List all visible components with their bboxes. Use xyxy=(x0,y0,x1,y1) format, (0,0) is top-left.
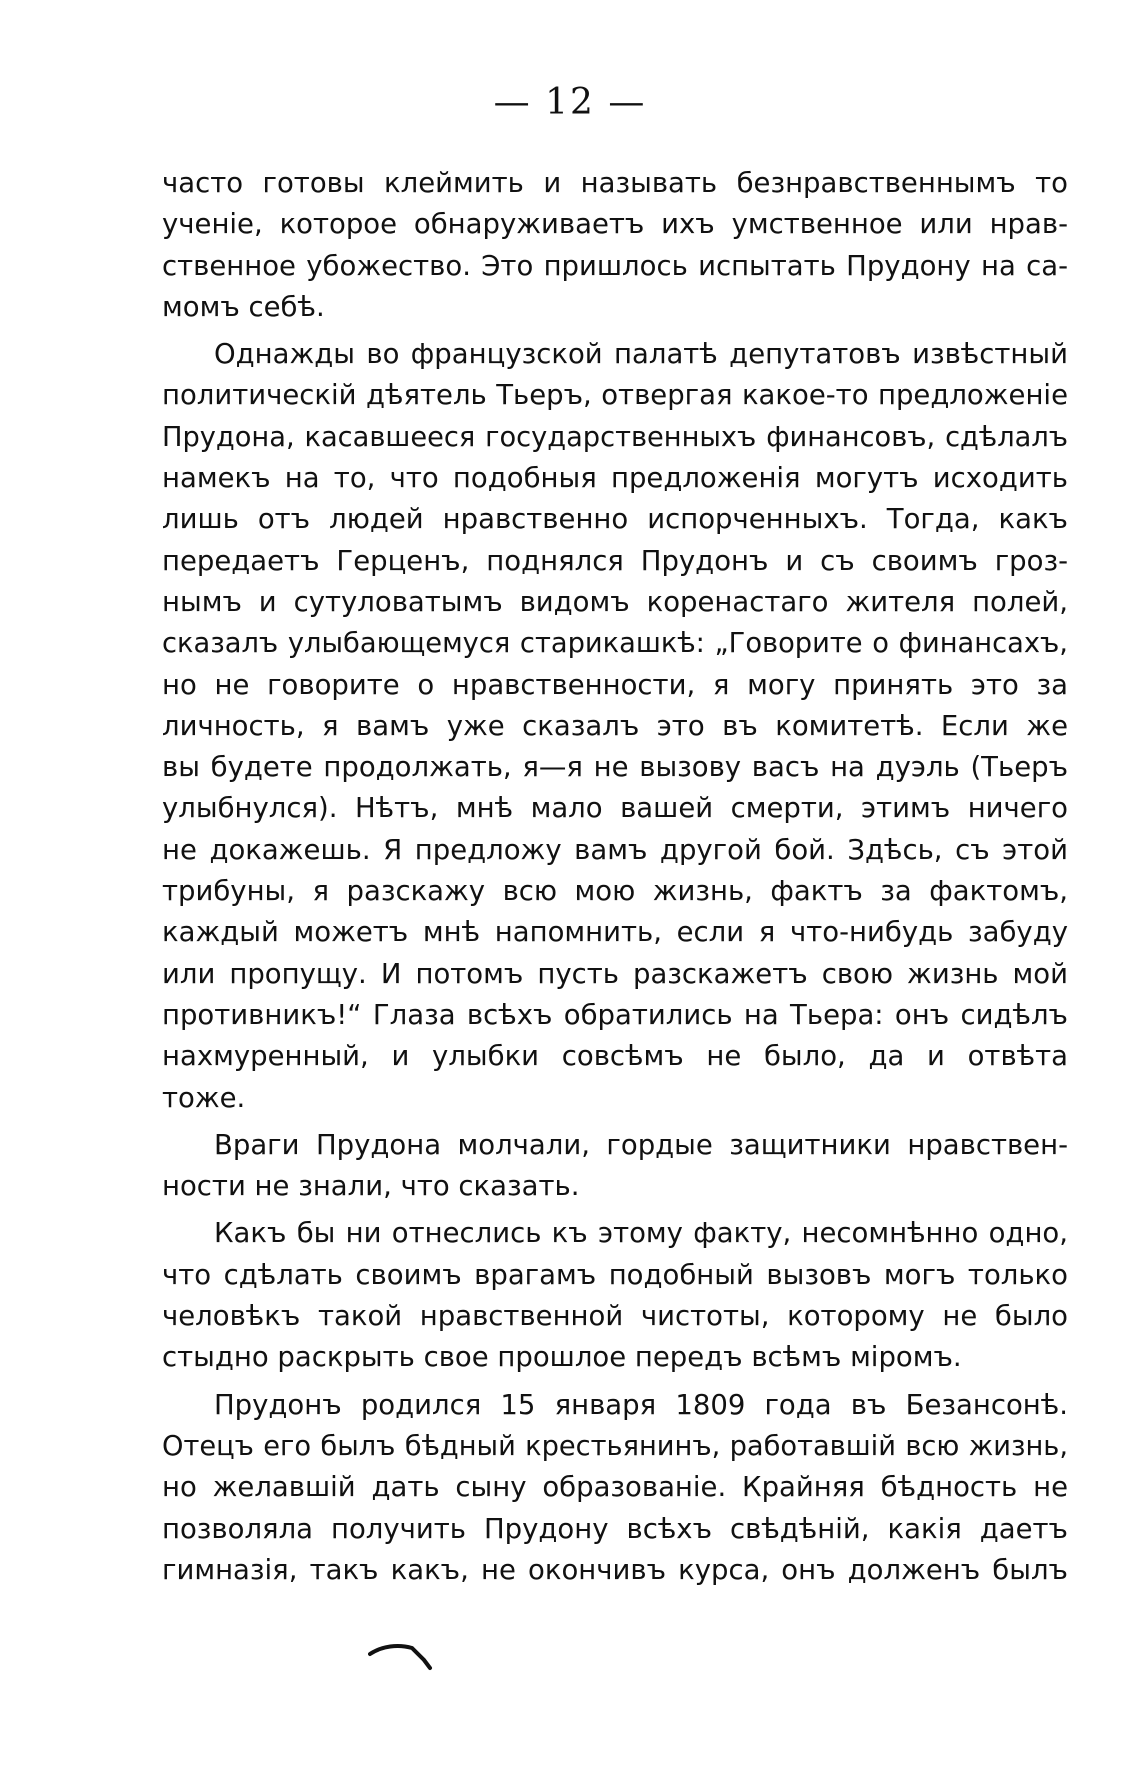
paragraph-1 xyxy=(162,163,1068,328)
text-line: Прудонъ родился 15 января 1809 года въ Безансонѣ. xyxy=(214,1388,1068,1421)
text-line: личность, я вамъ уже сказалъ это въ комитетѣ. Если же xyxy=(162,709,1068,742)
text-line: намекъ на то, что подобныя предложенія могутъ исходить xyxy=(162,462,1068,495)
text-line: или пропущу. И потомъ пусть разскажетъ свою жизнь мой xyxy=(162,957,1068,990)
text-line: нымъ и сутуловатымъ видомъ коренастаго жителя полей, xyxy=(162,585,1068,618)
text-line: вы будете продолжать, я—я не вызову васъ на дуэль (Тьеръ xyxy=(162,751,1068,784)
text-line: позволяла получить Прудону всѣхъ свѣдѣній, какія даетъ xyxy=(162,1512,1068,1545)
text-line: политическій дѣятель Тьеръ, отвергая какое-то предложеніе xyxy=(162,379,1068,412)
printer-mark-icon xyxy=(368,1636,434,1672)
text-line: ности не знали, что сказать. xyxy=(162,1170,580,1203)
text-line: но желавшій дать сыну образованіе. Крайняя бѣдность не xyxy=(162,1471,1068,1504)
text-line: лишь отъ людей нравственно испорченныхъ. Тогда, какъ xyxy=(162,503,1068,536)
text-line: тоже. xyxy=(162,1081,246,1114)
paragraph-4 xyxy=(162,1213,1068,1378)
paragraph-3 xyxy=(162,1125,1068,1208)
text-line: каждый можетъ мнѣ напомнить, если я что-нибудь забуду xyxy=(162,916,1068,949)
text-line: Враги Прудона молчали, гордые защитники нравствен- xyxy=(214,1128,1068,1161)
text-line: сказалъ улыбающемуся старикашкѣ: „Говорите о финансахъ, xyxy=(162,628,1068,660)
text-line: нахмуренный, и улыбки совсѣмъ не было, да и отвѣта xyxy=(162,1040,1068,1073)
text-line: Однажды во французской палатѣ депутатовъ извѣстный xyxy=(214,338,1068,371)
text-line: ственное убожество. Это пришлось испытать Прудону на са- xyxy=(162,249,1068,282)
text-line: противникъ!“ Глаза всѣхъ обратились на Тьера: онъ сидѣлъ xyxy=(162,998,1068,1031)
text-line: ученіе, которое обнаруживаетъ ихъ умственное или нрав- xyxy=(162,208,1068,241)
text-line: трибуны, я разскажу всю мою жизнь, фактъ за фактомъ, xyxy=(162,875,1068,908)
text-line: не докажешь. Я предложу вамъ другой бой. Здѣсь, съ этой xyxy=(162,833,1068,866)
text-line: человѣкъ такой нравственной чистоты, которому не было xyxy=(162,1300,1068,1333)
text-line: передаетъ Герценъ, поднялся Прудонъ и съ своимъ гроз- xyxy=(162,544,1068,577)
paragraph-2 xyxy=(162,334,1068,1119)
text-line: стыдно раскрыть свое прошлое передъ всѣмъ міромъ. xyxy=(162,1341,962,1374)
text-line: Какъ бы ни отнеслись къ этому факту, несомнѣнно одно, xyxy=(214,1217,1068,1250)
text-line: гимназія, такъ какъ, не окончивъ курса, онъ долженъ былъ xyxy=(162,1553,1068,1586)
text-line: но не говорите о нравственности, я могу принять это за xyxy=(162,668,1068,701)
text-line: Отецъ его былъ бѣдный крестьянинъ, работавшій всю жизнь, xyxy=(162,1430,1068,1462)
text-line: момъ себѣ. xyxy=(162,290,325,323)
body-text xyxy=(162,163,1068,1591)
text-line: часто готовы клеймить и называть безнравственнымъ то xyxy=(162,167,1068,199)
text-line: что сдѣлать своимъ врагамъ подобный вызовъ могъ только xyxy=(162,1258,1068,1291)
text-line: улыбнулся). Нѣтъ, мнѣ мало вашей смерти, этимъ ничего xyxy=(162,792,1068,825)
page-number: — 12 — xyxy=(493,82,647,123)
paragraph-5 xyxy=(162,1385,1068,1591)
text-line: Прудона, касавшееся государственныхъ финансовъ, сдѣлалъ xyxy=(162,421,1068,453)
